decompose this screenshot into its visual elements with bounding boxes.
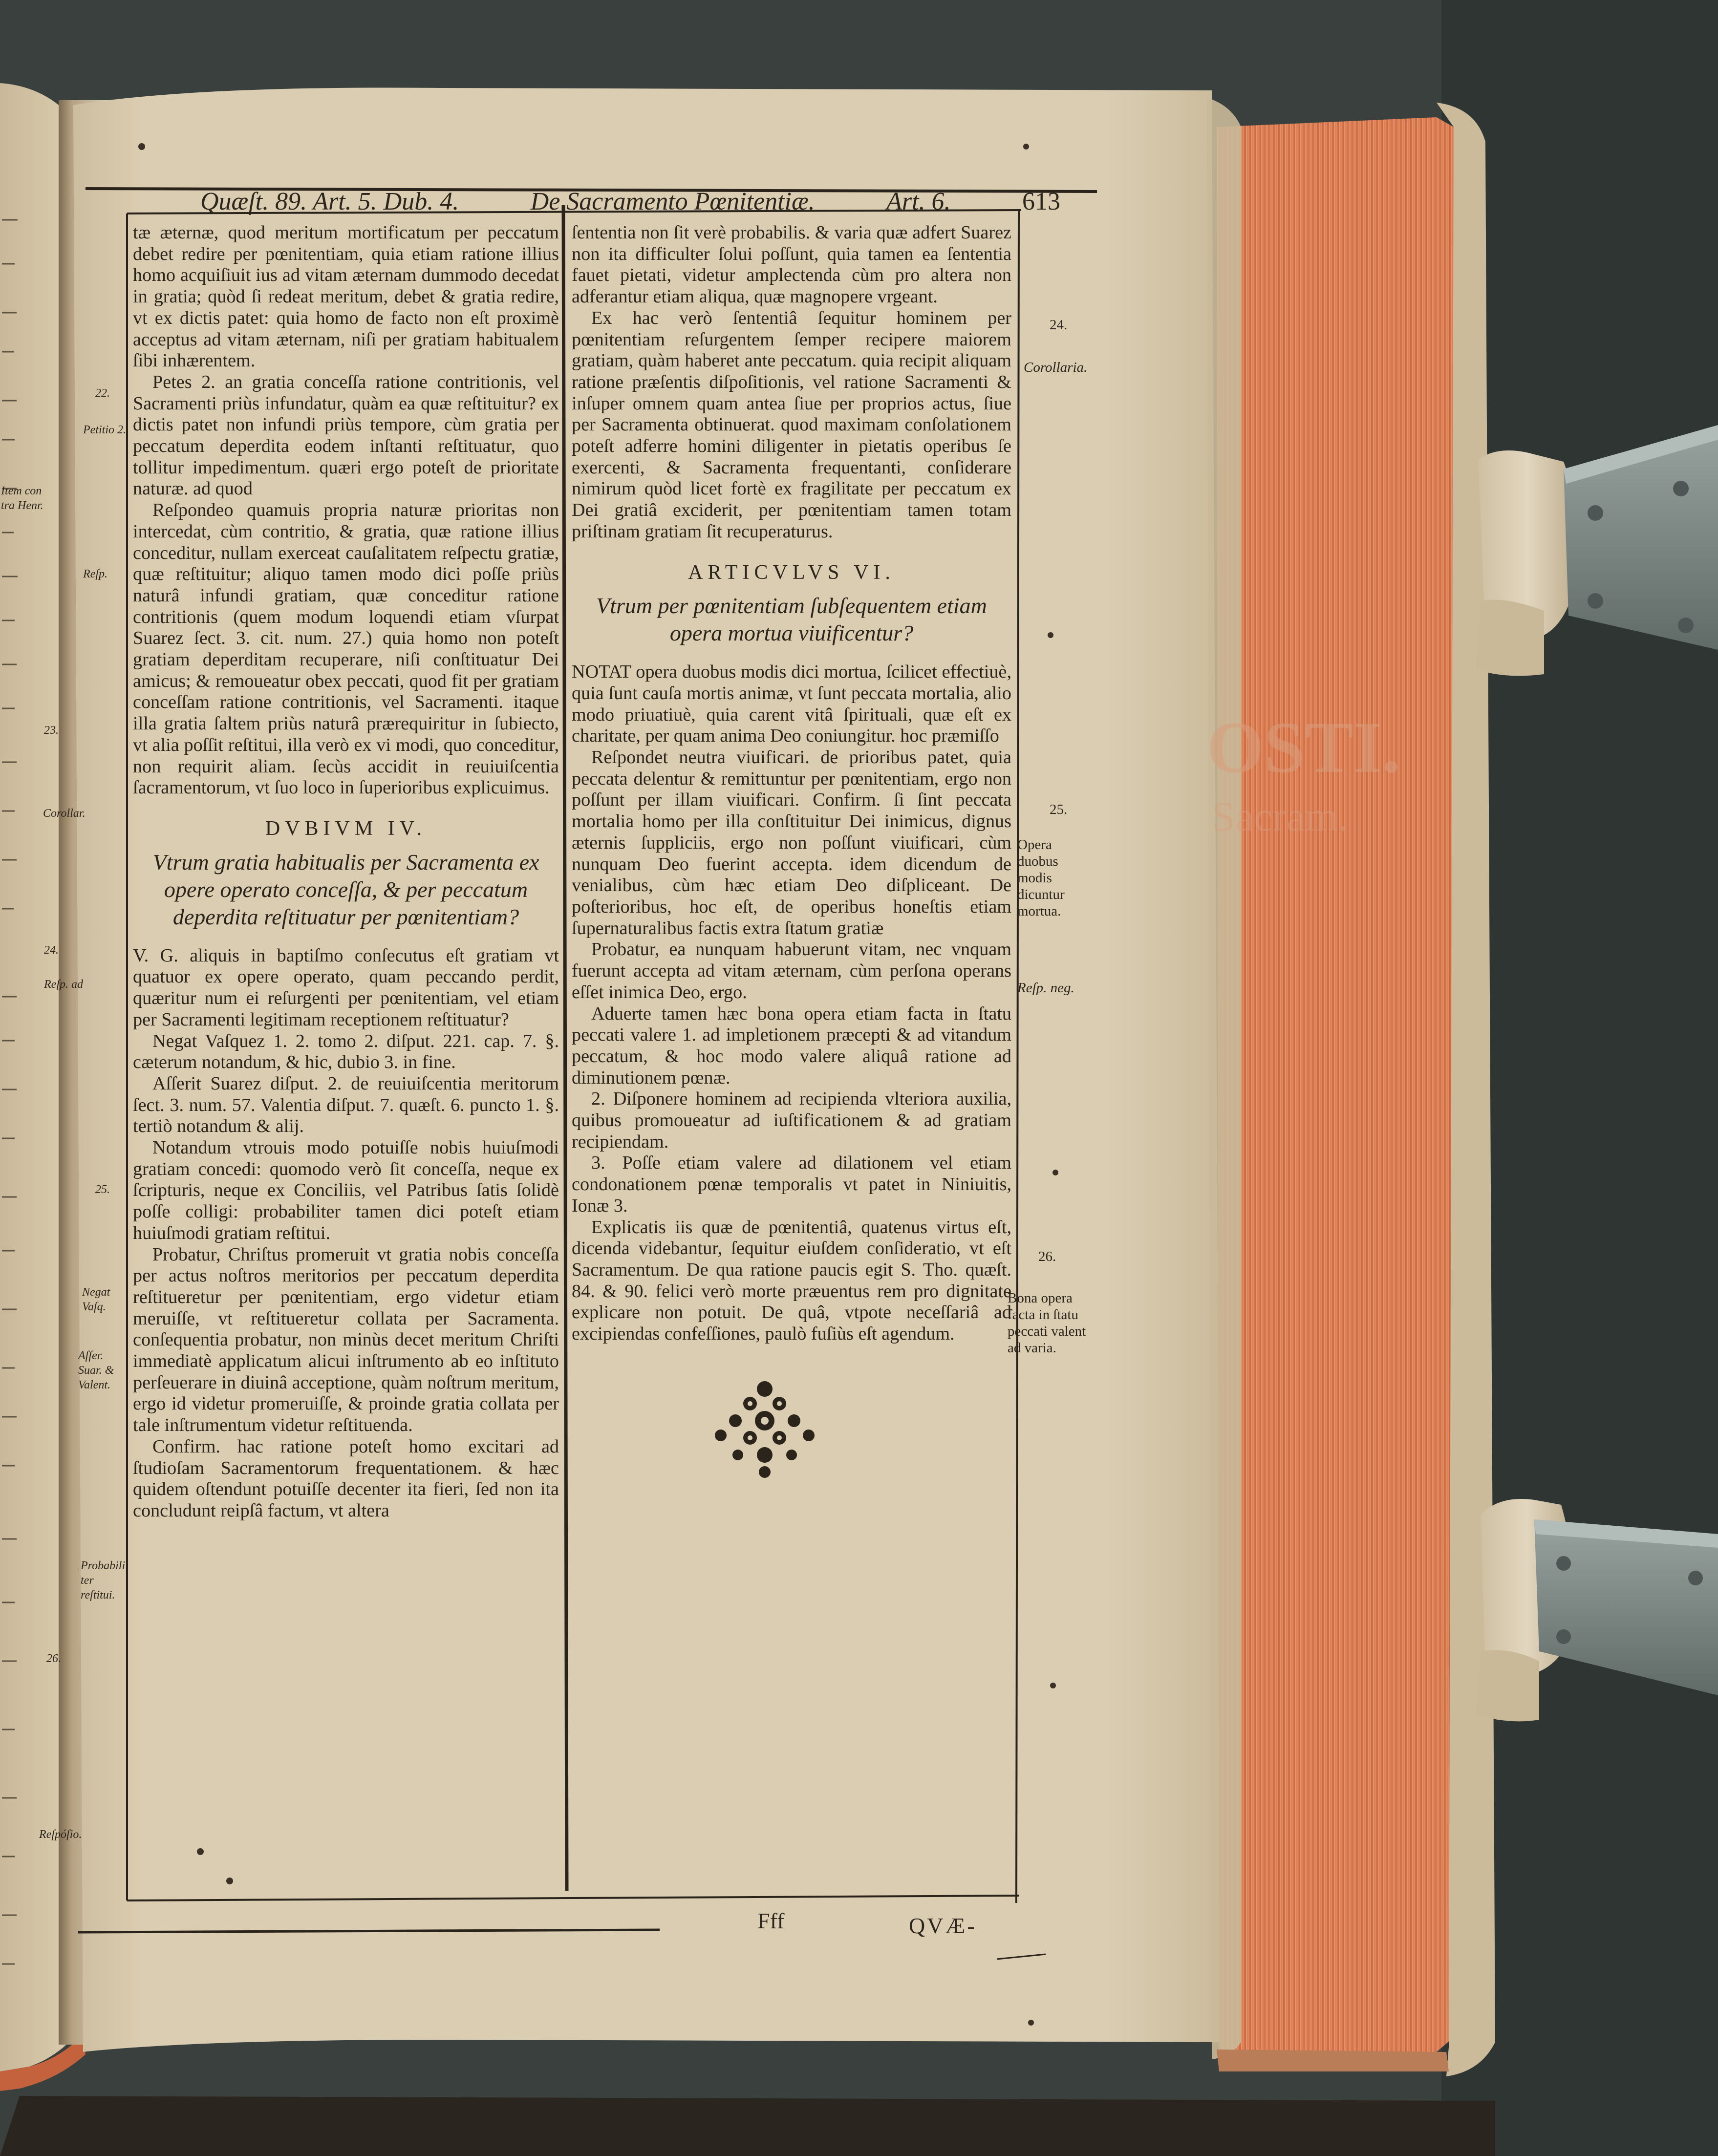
dubium-heading: DVBIVM IV. [265, 817, 427, 840]
outer-margin-note: 24. [1050, 317, 1068, 333]
left-column [133, 222, 559, 1522]
paragraph: Reſpondet neutra viuificari. de prioribus patet, quia peccata delentur & remittuntur per pœnitentiam, ergo non poſſunt per illam viuificari. Confirm. ſi ſint peccata mortalia homo per illa conſtituitur Dei inimicus, dignus æternis ſuppliciis, ergo non poſſunt viuificari, cùm nunquam Deo fuerint accepta. idem dicendum de venialibus, cùm hæc etiam Deo diſpliceant. De poſterioribus, hoc eſt, de operibus honeſtis etiam ſupernaturalibus factis extra ſtatum gratiæ [572, 747, 1011, 939]
header-right: Art. 6. [886, 188, 951, 215]
svg-text:Sacram.: Sacram. [1212, 793, 1349, 840]
inner-margin-note: Aſſer. Suar. & Valent. [78, 1349, 114, 1391]
paragraph: Aduerte tamen hæc bona opera etiam facta in ſtatu peccati valere 1. ad impletionem præcepti & ad vitandum peccatum, & hoc modo valere aliquâ ratione ad diminutionem pœnæ. [572, 1003, 1011, 1088]
fleuron-ornament [704, 1374, 826, 1482]
paragraph: Reſpondeo quamuis propria naturæ prioritas non intercedat, cùm contritio, & gratia, quæ ratione illius conceditur, nullam exerceat cauſalitatem reſpectu gratiæ, quæ reſtituitur; aliquo tamen modo dici poſſe priùs naturâ infundi gratiam, quæ conceditur ratione contritionis (quem modum loquendi etiam vſurpat Suarez ſect. 3. cit. num. 27.) quia homo non poteſt gratiam deperditam recuperare, niſi conſtituatur Dei amicus; & remoueatur obex peccati, quod fit per gratiam conceſſam ratione contritionis, vel Sacramenti. itaque illa gratia ſaltem priùs naturâ prærequiritur in ſubiecto, vt alia poſſit reſtitui, illa verò ex vi modi, quo conceditur, non requirit aliam. ſecùs accidit in reuiuiſcentia ſacramentorum, vt ſuo loco in ſuperioribus explicuimus. [133, 500, 559, 798]
outer-margin-note: Reſp. neg. [1017, 980, 1074, 996]
articulus-heading: ARTICVLVS VI. [688, 561, 895, 584]
outer-margin-note: 25. [1050, 802, 1068, 817]
paragraph: 3. Poſſe etiam valere ad dilationem vel etiam condonationem pœnæ temporalis vt patet in Niniuitis, Ionæ 3. [572, 1153, 1011, 1216]
inner-margin-note: Probabili ter reſtitui. [81, 1559, 126, 1601]
dubium-title: Vtrum gratia habitualis per Sacramenta ex opere operato conceſſa, & per peccatum deperdita reſtituatur per pœnitentiam? [152, 849, 539, 929]
paragraph: Confirm. hac ratione poteſt homo excitari ad ſtudioſam Sacramentorum frequentationem. & hæc quidem oſtendunt potuiſſe decenter ita fieri, ſed non ita concludunt reipſâ factum, vt altera [133, 1436, 559, 1521]
inner-margin-note: Reſp. [83, 568, 107, 580]
inner-margin-note: Reſp. ad [44, 978, 83, 991]
svg-text:OSTI.: OSTI. [1207, 707, 1401, 788]
paragraph: 2. Diſponere hominem ad recipienda vlteriora auxilia, quibus promoueatur ad iuſtificationem & ad gratiam recipiendam. [572, 1089, 1011, 1152]
header-left: Quæſt. 89. Art. 5. Dub. 4. [200, 188, 459, 215]
inner-margin-note: 24. [44, 944, 59, 957]
paragraph: tæ æternæ, quod meritum mortificatum per peccatum debet redire per pœnitentiam, quia etiam ratione illius homo acquiſiuit ius ad vitam æternam dummodo decedat in gratia; quòd ſi redeat meritum, debet & gratia redire, vt ex dictis patet: quia homo de facto non eſt proximè acceptus ad vitam æternam, niſi per gratiam habitualem ſibi inhærentem. [133, 222, 559, 371]
paragraph: Aſſerit Suarez diſput. 2. de reuiuiſcentia meritorum ſect. 3. num. 57. Valentia diſput. 7. quæſt. 6. puncto 1. §. tertiò notandum & alij. [133, 1073, 559, 1137]
inner-margin-note: Petitio 2. [83, 424, 126, 436]
catchword: QVÆ- [909, 1913, 977, 1938]
inner-margin-note: Reſpóſio. [39, 1828, 82, 1841]
articulus-title: Vtrum per pœnitentiam ſubſequentem etiam opera mortua viuificentur? [596, 593, 987, 646]
outer-margin-note: Opera duobus modis dicuntur mortua. [1017, 837, 1065, 919]
paragraph: V. G. aliquis in baptiſmo conſecutus eſt gratiam vt quatuor ex opere operato, quam peccando perdit, quæritur num ei reſurgenti per pœnitentiam, vel etiam per Sacramenti legitimam receptionem reſtituatur? [133, 945, 559, 1030]
outer-margin-note: 26. [1038, 1249, 1056, 1264]
outer-margin-note: Corollaria. [1024, 360, 1088, 375]
outer-margin-note: Bona opera facta in ſtatu peccati valent ad varia. [1008, 1290, 1086, 1356]
running-header [200, 182, 1060, 216]
paragraph: Explicatis iis quæ de pœnitentiâ, quatenus virtus eſt, dicenda videbantur, ſequitur eiuſdem conſideratio, vt eſt Sacramentum. De qua ratione paucis egit S. Tho. quæſt. 84. & 90. felici verò morte præuentus rem pro dignitate explicare non potuit. De quâ, vtpote neceſſariâ ad excipiendas confeſſiones, paulò fuſiùs eſt agendum. [572, 1217, 1011, 1345]
inner-margin-note: 26. [46, 1652, 61, 1665]
paragraph: ſententia non ſit verè probabilis. & varia quæ adfert Suarez non ita difficulter ſolui poſſunt, quia tamen ea ſententia fauet pietati, videtur amplectenda cùm pro altera non adferantur etiam aliqua, quæ magnopere vrgeant. [572, 222, 1011, 307]
inner-margin-note: Negat Vaſq. [82, 1286, 110, 1313]
paragraph: Negat Vaſquez 1. 2. tomo 2. diſput. 221. cap. 7. §. cæterum notandum, & hic, dubio 3. in fine. [133, 1030, 559, 1073]
right-column [572, 222, 1011, 1457]
inner-margin-note: 25. [95, 1183, 110, 1196]
paragraph: Notandum vtrouis modo potuiſſe nobis huiuſmodi gratiam concedi: quomodo verò ſit conceſſa, neque ex ſcripturis, neque ex Conciliis, vel Patribus ſatis ſolidè poſſe colligi: probabiliter tamen dici poteſt etiam huiuſmodi gratiam reſtitui. [133, 1137, 559, 1243]
inner-margin-note: 23. [44, 724, 59, 737]
inner-margin-note: Item con tra Henr. [1, 485, 43, 512]
paragraph: NOTAT opera duobus modis dici mortua, ſcilicet effectiuè, quia ſunt cauſa mortis animæ, vt ſunt peccata mortalia, alio modo priuatiuè, quia carent vitâ ſpirituali, quæ eſt ex charitate, per quam anima Deo coniungitur. hoc præmiſſo [572, 662, 1011, 747]
inner-margin-note: Corollar. [43, 807, 86, 820]
signature-mark: Fff [757, 1908, 785, 1933]
page-number: 613 [1022, 188, 1060, 215]
header-center: De Sacramento Pœnitentiæ. [530, 188, 815, 215]
paragraph: Probatur, Chriſtus promeruit vt gratia nobis conceſſa per actus noſtros meritorios per peccatum deperdita reſtitueretur per pœnitentiam, ergo videtur etiam meruiſſe, vt reſtitueretur collata per Sacramenta. conſequentia probatur, non minùs decet meritum Chriſti immediatè applicatum alicui inſtrumento ab eo inſtituto perſeuerare in diuinâ acceptione, quàm noſtrum meritum, ergo id videtur promeruiſſe, & proinde gratia collata per tale inſtrumentum videtur reſtituenda. [133, 1244, 559, 1436]
inner-margin-note: 22. [95, 387, 110, 400]
paragraph: Petes 2. an gratia conceſſa ratione contritionis, vel Sacramenti priùs infundatur, quàm ea quæ reſtituitur? ex dictis patet non infundi priùs tempore, cùm gratia per peccatum deperdita eodem inſtanti reſtituatur, quo tollitur impedimentum. quæri ergo poteſt de prioritate naturæ. ad quod [133, 371, 559, 499]
paragraph: Probatur, ea nunquam habuerunt vitam, nec vnquam fuerunt accepta ad vitam æternam, cùm perſona operans eſſet inimica Deo, ergo. [572, 939, 1011, 1003]
paragraph: Ex hac verò ſententiâ ſequitur hominem per pœnitentiam reſurgentem ſemper recipere maiorem gratiam, quàm haberet ante peccatum. quia recipit aliquam ratione præſentis diſpoſitionis, vel ratione Sacramenti & inſuper omnem quam antea ſiue per proprios actus, ſiue per Sacramenta obtinuerat. quod maximam conſolationem poteſt adferre homini diligenter in pietatis operibus ſe exercenti, & Sacramenta frequentanti, conſiderare nimirum quòd licet fortè ex fragilitate per peccatum ex Dei gratiâ exciderit, per pœnitentiam tamen totam priſtinam gratiam ſit recuperaturus. [572, 307, 1011, 542]
